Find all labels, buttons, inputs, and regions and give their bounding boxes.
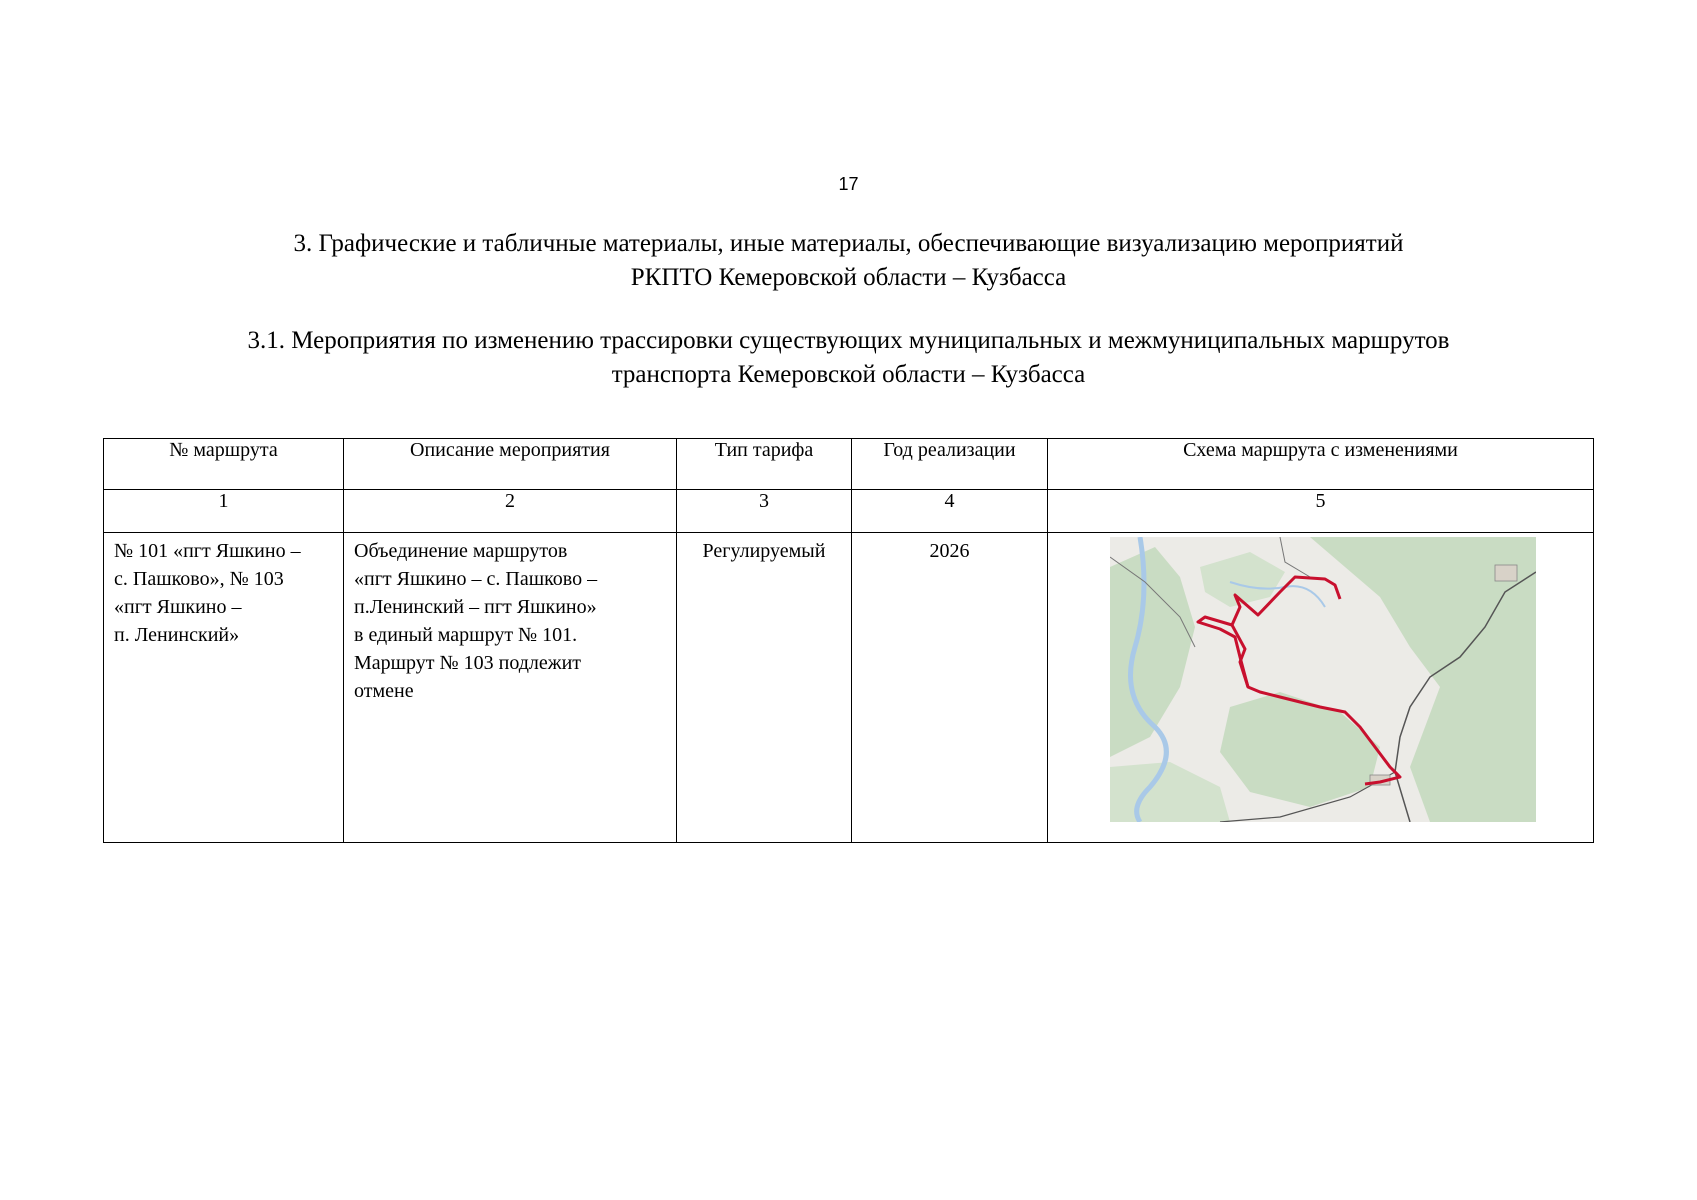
column-number: 5 bbox=[1048, 490, 1594, 533]
description-line: «пгт Яшкино – с. Пашково – bbox=[354, 568, 598, 590]
table-row bbox=[104, 533, 1594, 843]
description-line: отмене bbox=[354, 680, 414, 702]
description-cell bbox=[344, 533, 677, 843]
column-number: 2 bbox=[344, 490, 677, 533]
page-number: 17 bbox=[838, 174, 859, 194]
subsection-heading-line-1: 3.1. Мероприятия по изменению трассировки существующих муниципальных и межмуниципальных маршрутов bbox=[247, 327, 1450, 354]
tariff-cell: Регулируемый bbox=[677, 533, 852, 843]
description-line: Маршрут № 103 подлежит bbox=[354, 652, 582, 674]
column-number-row bbox=[104, 490, 1594, 533]
year-cell: 2026 bbox=[852, 533, 1048, 843]
header-route-number: № маршрута bbox=[104, 439, 344, 490]
column-number: 1 bbox=[104, 490, 344, 533]
section-heading bbox=[0, 227, 1697, 295]
subsection-heading bbox=[0, 324, 1697, 392]
route-number-line: № 101 «пгт Яшкино – bbox=[114, 540, 301, 562]
route-number-line: «пгт Яшкино – bbox=[114, 596, 242, 618]
route-map-image bbox=[1110, 537, 1536, 822]
route-number-cell bbox=[104, 533, 344, 843]
description-line: п.Ленинский – пгт Яшкино» bbox=[354, 596, 597, 618]
section-heading-line-2: РКПТО Кемеровской области – Кузбасса bbox=[630, 264, 1067, 291]
column-number: 4 bbox=[852, 490, 1048, 533]
header-tariff-type: Тип тарифа bbox=[677, 439, 852, 490]
routes-table bbox=[103, 438, 1594, 843]
header-description: Описание мероприятия bbox=[344, 439, 677, 490]
route-map bbox=[1110, 537, 1536, 822]
route-number-line: с. Пашково», № 103 bbox=[114, 568, 284, 590]
route-number-line: п. Ленинский» bbox=[114, 624, 240, 646]
section-heading-line-1: 3. Графические и табличные материалы, иные материалы, обеспечивающие визуализацию мероприятий bbox=[293, 230, 1404, 257]
description-line: Объединение маршрутов bbox=[354, 540, 568, 562]
route-scheme-cell bbox=[1048, 533, 1594, 843]
map-town bbox=[1495, 565, 1517, 581]
description-line: в единый маршрут № 101. bbox=[354, 624, 578, 646]
header-year: Год реализации bbox=[852, 439, 1048, 490]
subsection-heading-line-2: транспорта Кемеровской области – Кузбасса bbox=[611, 361, 1086, 388]
table-header-row bbox=[104, 439, 1594, 490]
header-route-scheme: Схема маршрута с изменениями bbox=[1048, 439, 1594, 490]
column-number: 3 bbox=[677, 490, 852, 533]
